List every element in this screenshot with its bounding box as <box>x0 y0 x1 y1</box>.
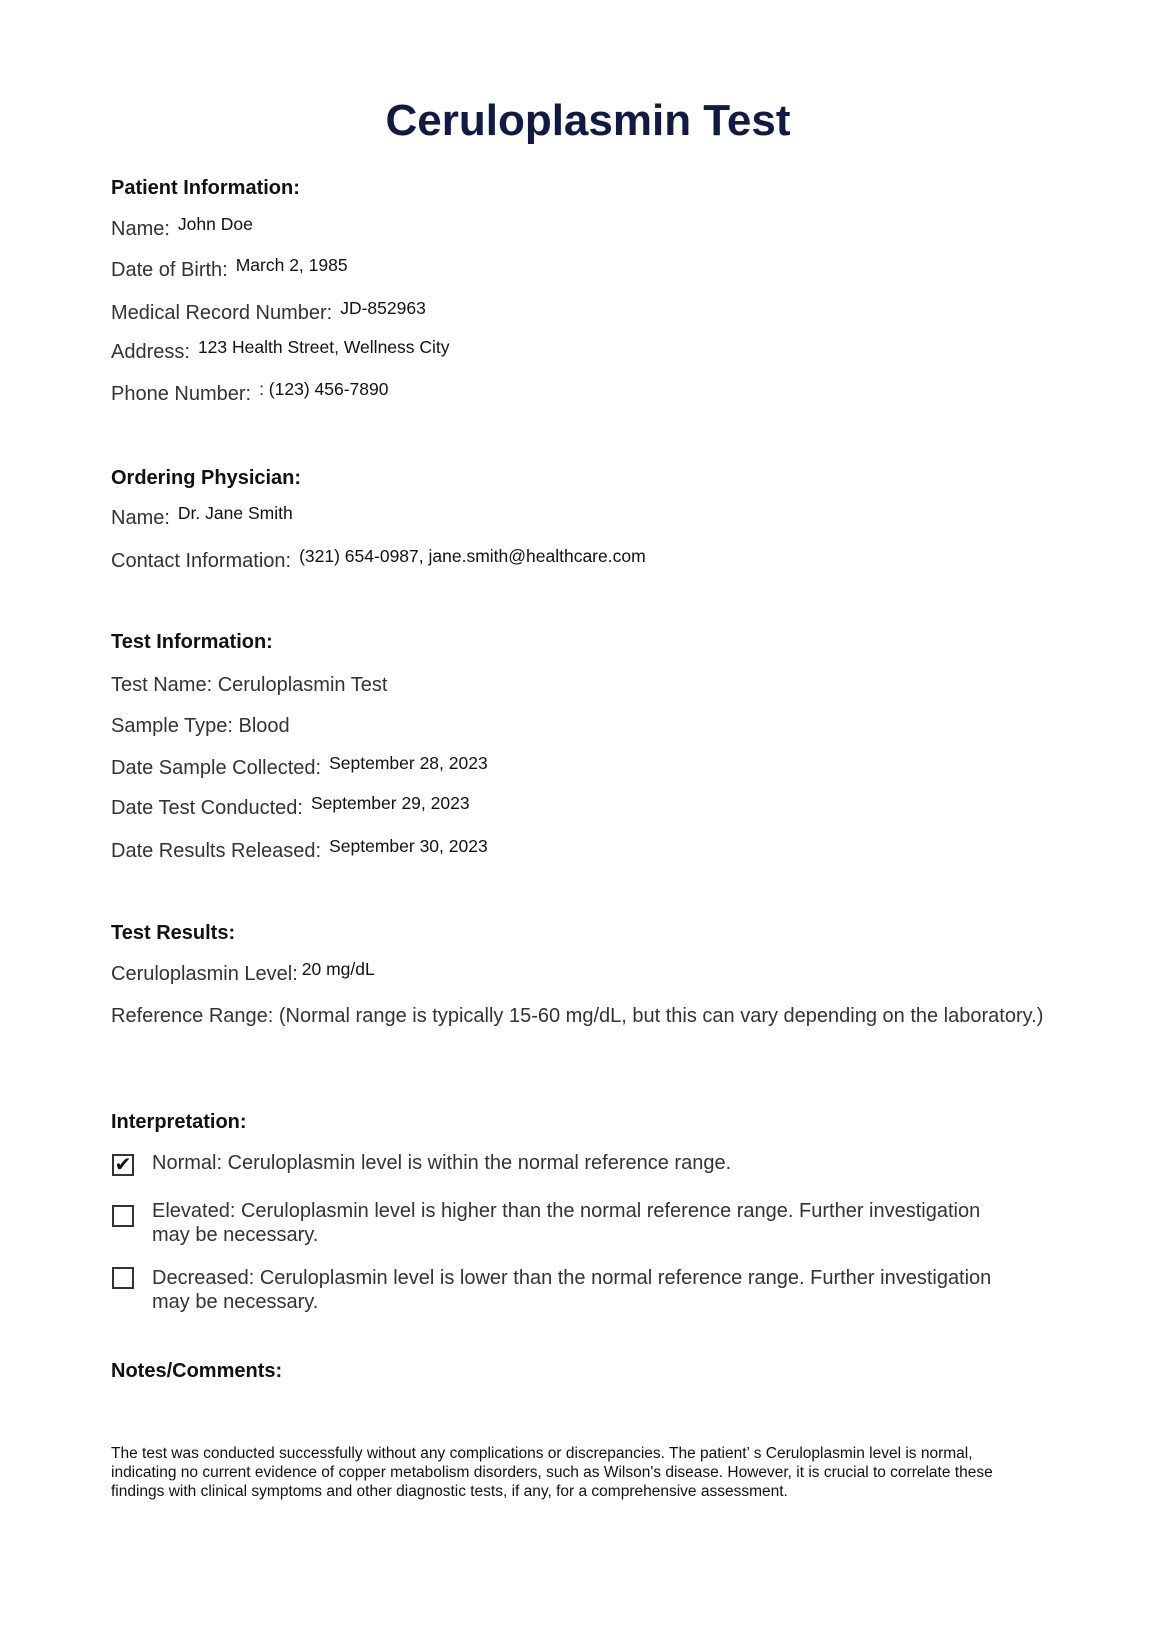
page-title: Ceruloplasmin Test <box>385 96 791 145</box>
contact-row <box>111 546 646 573</box>
notes-heading: Notes/Comments: <box>111 1360 283 1382</box>
label: Name: <box>111 507 170 529</box>
phone-row <box>111 379 389 406</box>
address-value: 123 Health Street, Wellness City <box>197 337 450 357</box>
option-decreased-text: Decreased: Ceruloplasmin level is lower than the normal reference range. Further investigation may be necessary. <box>152 1267 992 1313</box>
label: Contact Information: <box>111 550 292 572</box>
checkbox-normal[interactable]: ✔ <box>112 1154 134 1176</box>
label: Address: <box>111 341 190 363</box>
label: Date Sample Collected: <box>111 757 322 779</box>
mrn-value: JD-852963 <box>340 298 426 318</box>
notes-text: The test was conducted successfully without any complications or discrepancies. The patient’ s Ceruloplasmin level is normal, indicating no current evidence of copper metabolism disorders, such as Wilson's disease. However, it is crucial to correlate these findings with clinical symptoms and other diagnostic tests, if any, for a comprehensive assessment. <box>111 1445 993 1500</box>
dob-value: March 2, 1985 <box>235 255 348 275</box>
dob-row <box>111 255 348 282</box>
level-row <box>111 959 375 986</box>
sample-type: Sample Type: Blood <box>111 715 290 737</box>
physician-heading: Ordering Physician: <box>111 467 302 489</box>
physician-name: Dr. Jane Smith <box>177 503 293 523</box>
label: Medical Record Number: <box>111 302 333 324</box>
patient-name-row <box>111 214 253 241</box>
reference-range: Reference Range: (Normal range is typically 15-60 mg/dL, but this can vary depending on the laboratory.) <box>111 1005 1044 1027</box>
label: Name: <box>111 218 170 240</box>
label: Ceruloplasmin Level: <box>111 963 298 985</box>
label: Date of Birth: <box>111 259 228 281</box>
released-row <box>111 836 488 863</box>
released-value: September 30, 2023 <box>329 836 488 856</box>
conducted-row <box>111 793 470 820</box>
label: Phone Number: <box>111 383 252 405</box>
results-heading: Test Results: <box>111 922 236 944</box>
contact-value: (321) 654-0987, jane.smith@healthcare.com <box>299 546 646 566</box>
conducted-value: September 29, 2023 <box>310 793 470 813</box>
test-heading: Test Information: <box>111 631 273 653</box>
test-name: Test Name: Ceruloplasmin Test <box>111 674 388 696</box>
collected-value: September 28, 2023 <box>329 753 488 773</box>
interpretation-heading: Interpretation: <box>111 1111 247 1133</box>
collected-row <box>111 753 488 780</box>
mrn-row <box>111 298 426 325</box>
address-row <box>111 337 450 364</box>
label: Date Results Released: <box>111 840 322 862</box>
option-elevated-text: Elevated: Ceruloplasmin level is higher than the normal reference range. Further investigation may be necessary. <box>152 1200 981 1246</box>
option-normal-text: Normal: Ceruloplasmin level is within the normal reference range. <box>152 1152 732 1174</box>
level-value: 20 mg/dL <box>301 959 375 979</box>
physician-name-row <box>111 503 293 530</box>
phone-value: : (123) 456-7890 <box>259 379 389 399</box>
patient-heading: Patient Information: <box>111 177 300 199</box>
checkbox-decreased[interactable] <box>112 1267 134 1289</box>
label: Date Test Conducted: <box>111 797 303 819</box>
checkbox-elevated[interactable] <box>112 1205 134 1227</box>
patient-name: John Doe <box>177 214 253 234</box>
